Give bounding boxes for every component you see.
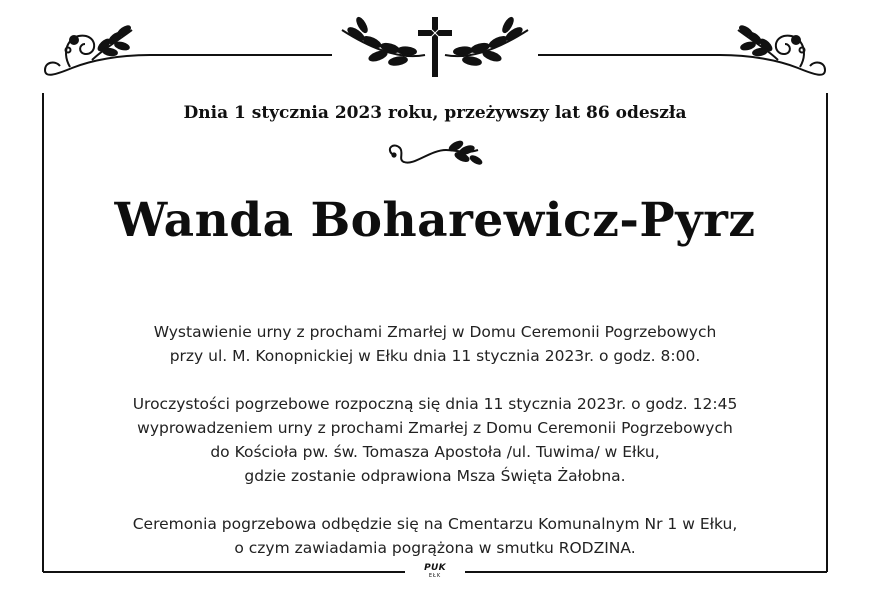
right-corner-flourish-icon: [720, 25, 825, 75]
paragraph-line: Ceremonia pogrzebowa odbędzie się na Cmentarzu Komunalnym Nr 1 w Ełku,: [132, 515, 738, 533]
funeral-ceremony-paragraph: [0, 392, 870, 488]
deceased-name: Wanda Boharewicz-Pyrz: [114, 193, 756, 248]
left-corner-flourish-icon: [45, 25, 150, 75]
paragraph-line: do Kościoła pw. św. Tomasza Apostoła /ul. Tuwima/ w Ełku,: [210, 443, 660, 461]
death-date-line: Dnia 1 stycznia 2023 roku, przeżywszy lat 86 odeszła: [183, 103, 687, 123]
swirl-ornament-icon: [390, 140, 483, 165]
urn-viewing-paragraph: [0, 320, 870, 368]
logo-line-1: PUK: [424, 563, 446, 573]
cross-icon: [418, 17, 452, 77]
paragraph-line: przy ul. M. Konopnickiej w Ełku dnia 11 stycznia 2023r. o godz. 8:00.: [169, 347, 701, 365]
right-laurel-branch-icon: [445, 17, 528, 66]
left-laurel-branch-icon: [342, 17, 425, 66]
paragraph-line: gdzie zostanie odprawiona Msza Święta Żałobna.: [244, 467, 626, 485]
paragraph-line: o czym zawiadamia pogrążona w smutku RODZINA.: [234, 539, 636, 557]
paragraph-line: Wystawienie urny z prochami Zmarłej w Domu Ceremonii Pogrzebowych: [153, 323, 717, 341]
logo-line-2: EŁK: [428, 573, 442, 579]
paragraph-line: wyprowadzeniem urny z prochami Zmarłej z Domu Ceremonii Pogrzebowych: [137, 419, 733, 437]
puk-logo: [417, 563, 453, 581]
burial-paragraph: [0, 512, 870, 560]
paragraph-line: Uroczystości pogrzebowe rozpoczną się dnia 11 stycznia 2023r. o godz. 12:45: [132, 395, 738, 413]
